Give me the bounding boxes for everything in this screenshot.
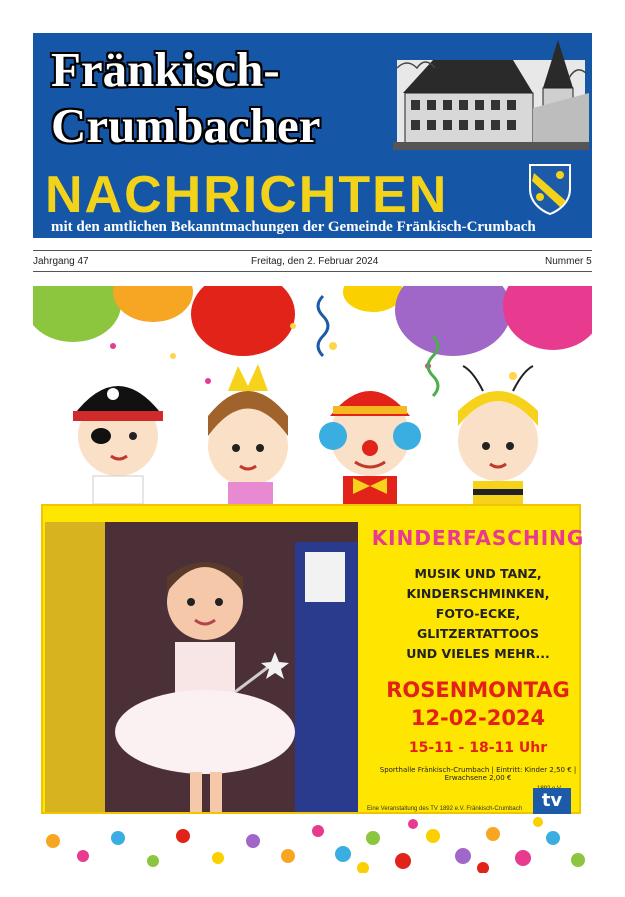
poster-venue-info: Sporthalle Fränkisch-Crumbach | Eintritt: Kinder 2,50 € | Erwachsene 2,00 € (379, 766, 577, 782)
bottom-rule (33, 271, 592, 272)
poster-organizer: Eine Veranstaltung des TV 1892 e.V. Fränkisch-Crumbach (367, 806, 523, 812)
top-rule (33, 250, 592, 251)
issue-number: Nummer 5 (545, 256, 592, 267)
masthead-subline: mit den amtlichen Bekanntmachungen der Gemeinde Fränkisch-Crumbach (51, 219, 536, 235)
issue-date: Freitag, den 2. Februar 2024 (251, 256, 379, 267)
masthead-title-line-1: Fränkisch- (51, 42, 280, 97)
poster-event-day: ROSENMONTAG (386, 678, 570, 702)
poster-activity-line: MUSIK UND TANZ, (414, 566, 542, 581)
confetti-decoration (33, 816, 592, 873)
poster-activity-line: FOTO-ECKE, (435, 606, 521, 621)
poster-activity-line: UND VIELES MEHR... (406, 646, 550, 661)
poster-activity-line: KINDERSCHMINKEN, (406, 586, 550, 601)
tv-logo: tv (533, 788, 571, 814)
child-costume-photo (45, 522, 358, 812)
poster-title: KINDERFASCHING (371, 526, 585, 550)
coat-of-arms-icon (528, 163, 572, 215)
poster-event-date: 12-02-2024 (410, 706, 546, 730)
town-building-photo (393, 38, 589, 154)
masthead-title-line-2: Crumbacher (51, 98, 321, 153)
masthead-nachrichten: NACHRICHTEN (45, 166, 449, 224)
carnival-illustration (33, 286, 592, 504)
poster-activity-line: GLITZERTATTOOS (417, 626, 539, 641)
issue-volume: Jahrgang 47 (33, 256, 89, 267)
poster-activities (363, 564, 592, 664)
cover-artwork (33, 286, 592, 873)
masthead (33, 33, 592, 238)
poster-event-time: 15-11 - 18-11 Uhr (408, 740, 548, 756)
